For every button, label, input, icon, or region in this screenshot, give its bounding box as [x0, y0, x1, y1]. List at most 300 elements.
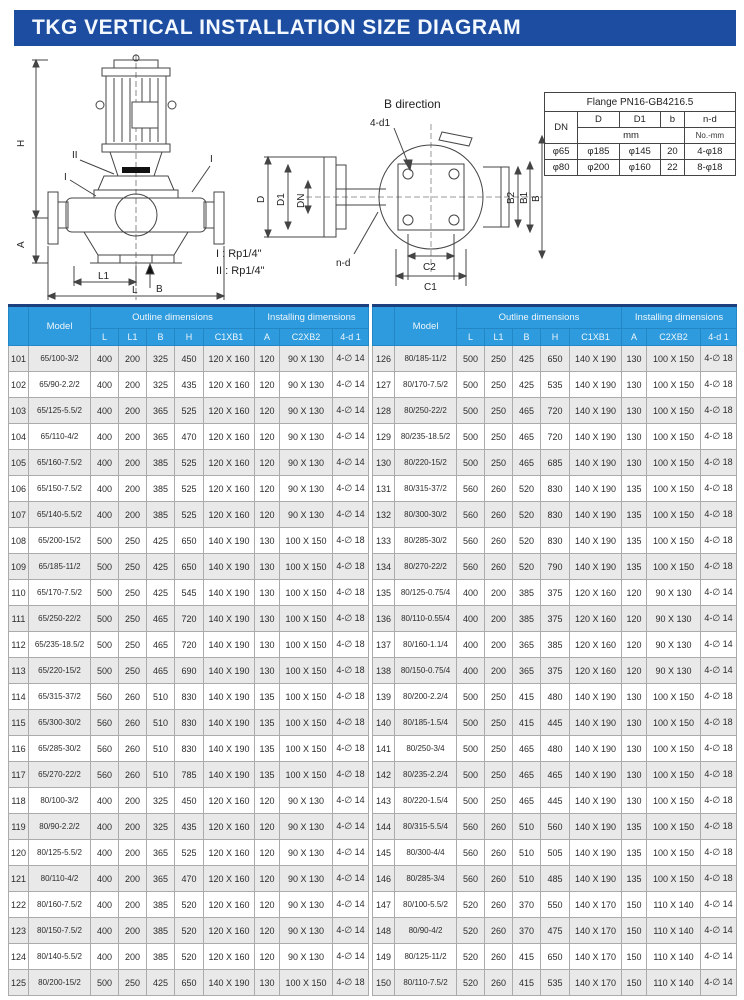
model-cell: 65/125-5.5/2: [29, 398, 91, 424]
row-number: 122: [9, 892, 29, 918]
row-number: 105: [9, 450, 29, 476]
table-row: [9, 970, 369, 996]
value-cell: 120 X 160: [204, 346, 255, 372]
row-number: 102: [9, 372, 29, 398]
row-number: 137: [373, 632, 395, 658]
value-cell: 550: [541, 892, 570, 918]
value-cell: 135: [622, 528, 647, 554]
value-cell: 400: [91, 372, 119, 398]
value-cell: 370: [513, 892, 541, 918]
col-header-h: H: [175, 329, 204, 346]
value-cell: 4-∅ 18: [701, 554, 737, 580]
row-number: 147: [373, 892, 395, 918]
value-cell: 720: [175, 606, 204, 632]
value-cell: 4-∅ 18: [333, 528, 369, 554]
value-cell: 260: [485, 944, 513, 970]
value-cell: 260: [119, 762, 147, 788]
flange-value-cell: φ65: [545, 144, 578, 160]
value-cell: 100 X 150: [647, 684, 701, 710]
value-cell: 120 X 160: [204, 398, 255, 424]
table-row: [373, 892, 737, 918]
value-cell: 500: [91, 658, 119, 684]
value-cell: 4-∅ 18: [701, 372, 737, 398]
value-cell: 465: [513, 736, 541, 762]
value-cell: 250: [485, 788, 513, 814]
value-cell: 560: [91, 762, 119, 788]
value-cell: 525: [175, 450, 204, 476]
value-cell: 100 X 150: [280, 606, 333, 632]
value-cell: 465: [513, 788, 541, 814]
model-cell: 80/160-1.1/4: [395, 632, 457, 658]
note-port-i: I : Rp1/4": [216, 248, 262, 260]
value-cell: 4-∅ 14: [333, 788, 369, 814]
col-header-b: B: [513, 329, 541, 346]
model-cell: 65/300-30/2: [29, 710, 91, 736]
value-cell: 140 X 190: [570, 866, 622, 892]
value-cell: 90 X 130: [280, 398, 333, 424]
col-header-a: A: [255, 329, 280, 346]
value-cell: 4-∅ 14: [333, 372, 369, 398]
table-row: [9, 762, 369, 788]
table-row: [9, 866, 369, 892]
value-cell: 200: [485, 632, 513, 658]
value-cell: 400: [457, 580, 485, 606]
value-cell: 200: [119, 866, 147, 892]
value-cell: 130: [255, 580, 280, 606]
value-cell: 520: [513, 476, 541, 502]
model-cell: 80/185-11/2: [395, 346, 457, 372]
value-cell: 685: [541, 450, 570, 476]
value-cell: 150: [622, 944, 647, 970]
value-cell: 250: [119, 554, 147, 580]
value-cell: 135: [622, 554, 647, 580]
value-cell: 120 X 160: [570, 658, 622, 684]
value-cell: 120 X 160: [204, 424, 255, 450]
table-row: [373, 658, 737, 684]
table-row: [373, 372, 737, 398]
value-cell: 150: [622, 892, 647, 918]
row-number: 111: [9, 606, 29, 632]
value-cell: 790: [541, 554, 570, 580]
value-cell: 500: [91, 554, 119, 580]
value-cell: 4-∅ 14: [333, 840, 369, 866]
table-row: [373, 476, 737, 502]
value-cell: 385: [147, 450, 175, 476]
value-cell: 500: [91, 528, 119, 554]
value-cell: 400: [91, 788, 119, 814]
model-cell: 80/110-0.55/4: [395, 606, 457, 632]
value-cell: 4-∅ 18: [701, 840, 737, 866]
model-cell: 65/100-3/2: [29, 346, 91, 372]
row-number: 150: [373, 970, 395, 996]
value-cell: 830: [541, 528, 570, 554]
model-cell: 80/200-15/2: [29, 970, 91, 996]
value-cell: 120: [255, 372, 280, 398]
model-cell: 65/315-37/2: [29, 684, 91, 710]
value-cell: 110 X 140: [647, 970, 701, 996]
value-cell: 425: [513, 346, 541, 372]
outline-dimensions-header: Outline dimensions: [457, 306, 622, 329]
row-number: 130: [373, 450, 395, 476]
value-cell: 140 X 190: [570, 372, 622, 398]
value-cell: 135: [622, 814, 647, 840]
table-row: [373, 632, 737, 658]
value-cell: 500: [457, 762, 485, 788]
row-number: 141: [373, 736, 395, 762]
value-cell: 90 X 130: [280, 346, 333, 372]
table-row: [9, 476, 369, 502]
row-number: 119: [9, 814, 29, 840]
value-cell: 120 X 160: [204, 476, 255, 502]
value-cell: 140 X 190: [570, 398, 622, 424]
value-cell: 200: [485, 606, 513, 632]
value-cell: 100 X 150: [280, 580, 333, 606]
value-cell: 110 X 140: [647, 892, 701, 918]
value-cell: 130: [255, 606, 280, 632]
table-row: [373, 554, 737, 580]
row-number: 115: [9, 710, 29, 736]
value-cell: 120 X 160: [204, 866, 255, 892]
value-cell: 100 X 150: [647, 502, 701, 528]
value-cell: 510: [513, 866, 541, 892]
flange-col-d: D: [578, 112, 619, 128]
value-cell: 520: [457, 944, 485, 970]
value-cell: 650: [175, 970, 204, 996]
model-cell: 65/250-22/2: [29, 606, 91, 632]
model-cell: 80/110-7.5/2: [395, 970, 457, 996]
row-number: 140: [373, 710, 395, 736]
value-cell: 325: [147, 814, 175, 840]
value-cell: 140 X 190: [204, 528, 255, 554]
row-number: 104: [9, 424, 29, 450]
value-cell: 4-∅ 18: [701, 762, 737, 788]
value-cell: 260: [485, 554, 513, 580]
value-cell: 400: [457, 658, 485, 684]
value-cell: 250: [119, 632, 147, 658]
value-cell: 260: [485, 528, 513, 554]
row-number: 118: [9, 788, 29, 814]
value-cell: 4-∅ 18: [701, 502, 737, 528]
value-cell: 520: [175, 918, 204, 944]
value-cell: 140 X 190: [204, 736, 255, 762]
flange-value-cell: φ200: [578, 160, 619, 176]
value-cell: 415: [513, 944, 541, 970]
value-cell: 120 X 160: [204, 502, 255, 528]
value-cell: 4-∅ 18: [333, 970, 369, 996]
value-cell: 830: [175, 710, 204, 736]
value-cell: 140 X 190: [204, 632, 255, 658]
model-cell: 80/235-2.2/4: [395, 762, 457, 788]
value-cell: 200: [119, 788, 147, 814]
value-cell: 4-∅ 14: [701, 580, 737, 606]
value-cell: 200: [119, 892, 147, 918]
value-cell: 560: [91, 710, 119, 736]
value-cell: 140 X 190: [204, 710, 255, 736]
model-cell: 65/110-4/2: [29, 424, 91, 450]
table-row: [373, 918, 737, 944]
value-cell: 445: [541, 788, 570, 814]
value-cell: 200: [485, 580, 513, 606]
value-cell: 120: [622, 580, 647, 606]
flange-col-nd: n-d: [684, 112, 735, 128]
value-cell: 415: [513, 684, 541, 710]
model-cell: 80/150-0.75/4: [395, 658, 457, 684]
value-cell: 135: [255, 736, 280, 762]
flange-value-cell: φ185: [578, 144, 619, 160]
value-cell: 470: [175, 866, 204, 892]
value-cell: 120: [255, 840, 280, 866]
value-cell: 140 X 190: [204, 762, 255, 788]
value-cell: 4-∅ 18: [701, 450, 737, 476]
value-cell: 4-∅ 18: [701, 814, 737, 840]
value-cell: 650: [541, 944, 570, 970]
value-cell: 120: [622, 632, 647, 658]
value-cell: 520: [513, 554, 541, 580]
row-number: 134: [373, 554, 395, 580]
value-cell: 510: [147, 762, 175, 788]
value-cell: 100 X 150: [647, 710, 701, 736]
value-cell: 120: [255, 450, 280, 476]
value-cell: 120: [255, 788, 280, 814]
value-cell: 130: [622, 346, 647, 372]
value-cell: 200: [119, 424, 147, 450]
value-cell: 400: [91, 502, 119, 528]
value-cell: 250: [485, 736, 513, 762]
value-cell: 830: [541, 502, 570, 528]
value-cell: 4-∅ 14: [333, 866, 369, 892]
col-header-b: B: [147, 329, 175, 346]
value-cell: 90 X 130: [280, 450, 333, 476]
value-cell: 250: [485, 450, 513, 476]
value-cell: 260: [485, 476, 513, 502]
value-cell: 385: [513, 606, 541, 632]
value-cell: 4-∅ 14: [333, 424, 369, 450]
table-row: [373, 736, 737, 762]
table-row: [9, 892, 369, 918]
table-row: [9, 372, 369, 398]
value-cell: 260: [485, 970, 513, 996]
value-cell: 200: [119, 840, 147, 866]
value-cell: 4-∅ 14: [333, 398, 369, 424]
value-cell: 500: [457, 788, 485, 814]
dim-label-c2: C2: [423, 262, 436, 273]
value-cell: 4-∅ 14: [333, 476, 369, 502]
value-cell: 560: [457, 840, 485, 866]
value-cell: 4-∅ 14: [333, 450, 369, 476]
value-cell: 140 X 190: [570, 788, 622, 814]
value-cell: 560: [457, 476, 485, 502]
value-cell: 150: [622, 918, 647, 944]
row-number: 135: [373, 580, 395, 606]
model-cell: 80/125-11/2: [395, 944, 457, 970]
value-cell: 135: [622, 502, 647, 528]
value-cell: 140 X 190: [570, 684, 622, 710]
model-cell: 80/90-2.2/2: [29, 814, 91, 840]
flange-col-dn: DN: [545, 112, 578, 144]
model-cell: 80/250-22/2: [395, 398, 457, 424]
model-cell: 80/220-15/2: [395, 450, 457, 476]
value-cell: 140 X 190: [570, 840, 622, 866]
value-cell: 4-∅ 14: [701, 632, 737, 658]
flange-unit-mm: mm: [578, 128, 685, 144]
value-cell: 830: [541, 476, 570, 502]
value-cell: 500: [457, 684, 485, 710]
value-cell: 140 X 170: [570, 892, 622, 918]
value-cell: 90 X 130: [280, 788, 333, 814]
value-cell: 4-∅ 14: [701, 944, 737, 970]
value-cell: 140 X 190: [570, 476, 622, 502]
value-cell: 4-∅ 14: [333, 814, 369, 840]
row-number: 125: [9, 970, 29, 996]
model-cell: 65/235-18.5/2: [29, 632, 91, 658]
value-cell: 135: [255, 762, 280, 788]
value-cell: 120: [255, 502, 280, 528]
value-cell: 100 X 150: [647, 528, 701, 554]
value-cell: 4-∅ 18: [333, 710, 369, 736]
value-cell: 500: [91, 580, 119, 606]
value-cell: 100 X 150: [280, 528, 333, 554]
table-row: [373, 398, 737, 424]
value-cell: 130: [622, 788, 647, 814]
value-cell: 520: [175, 944, 204, 970]
value-cell: 435: [175, 814, 204, 840]
value-cell: 500: [457, 372, 485, 398]
value-cell: 200: [119, 398, 147, 424]
table-row: [373, 502, 737, 528]
value-cell: 140 X 190: [570, 736, 622, 762]
model-cell: 80/235-18.5/2: [395, 424, 457, 450]
dim-label-dn: DN: [296, 193, 307, 208]
value-cell: 200: [119, 944, 147, 970]
table-row: [373, 424, 737, 450]
value-cell: 100 X 150: [280, 684, 333, 710]
row-number: 113: [9, 658, 29, 684]
value-cell: 130: [255, 970, 280, 996]
value-cell: 4-∅ 18: [701, 684, 737, 710]
outline-dimensions-header: Outline dimensions: [91, 306, 255, 329]
value-cell: 120: [255, 918, 280, 944]
model-cell: 80/300-4/4: [395, 840, 457, 866]
value-cell: 4-∅ 14: [701, 918, 737, 944]
value-cell: 4-∅ 18: [333, 554, 369, 580]
value-cell: 90 X 130: [280, 814, 333, 840]
dim-label-b2: B2: [506, 191, 517, 204]
value-cell: 260: [485, 814, 513, 840]
dimension-table-right: [372, 304, 737, 996]
row-number: 114: [9, 684, 29, 710]
row-number: 143: [373, 788, 395, 814]
value-cell: 100 X 150: [280, 970, 333, 996]
value-cell: 260: [119, 710, 147, 736]
value-cell: 500: [91, 632, 119, 658]
value-cell: 140 X 190: [204, 658, 255, 684]
col-header-a: A: [622, 329, 647, 346]
table-row: [373, 346, 737, 372]
value-cell: 120 X 160: [570, 580, 622, 606]
model-cell: 80/285-3/4: [395, 866, 457, 892]
dim-label-h: H: [16, 139, 27, 147]
value-cell: 510: [147, 684, 175, 710]
value-cell: 400: [91, 840, 119, 866]
value-cell: 400: [91, 892, 119, 918]
value-cell: 560: [457, 814, 485, 840]
value-cell: 120 X 160: [570, 606, 622, 632]
value-cell: 120: [255, 866, 280, 892]
table-row: [373, 450, 737, 476]
value-cell: 400: [91, 346, 119, 372]
value-cell: 260: [119, 736, 147, 762]
table-row: [9, 814, 369, 840]
value-cell: 385: [541, 632, 570, 658]
value-cell: 135: [622, 840, 647, 866]
value-cell: 120: [255, 398, 280, 424]
value-cell: 250: [485, 398, 513, 424]
value-cell: 425: [513, 372, 541, 398]
row-number: 101: [9, 346, 29, 372]
model-cell: 80/110-4/2: [29, 866, 91, 892]
value-cell: 520: [513, 502, 541, 528]
b-direction-title: B direction: [384, 97, 441, 111]
value-cell: 90 X 130: [280, 502, 333, 528]
value-cell: 100 X 150: [280, 658, 333, 684]
value-cell: 90 X 130: [280, 424, 333, 450]
row-number: 109: [9, 554, 29, 580]
value-cell: 830: [175, 736, 204, 762]
dim-label-a: A: [16, 241, 27, 248]
col-header-l: L: [457, 329, 485, 346]
value-cell: 250: [119, 606, 147, 632]
flange-value-cell: φ80: [545, 160, 578, 176]
value-cell: 100 X 150: [280, 762, 333, 788]
value-cell: 505: [541, 840, 570, 866]
model-cell: 80/220-1.5/4: [395, 788, 457, 814]
value-cell: 500: [457, 398, 485, 424]
value-cell: 465: [147, 632, 175, 658]
flange-table-title: Flange PN16-GB4216.5: [545, 93, 736, 112]
value-cell: 415: [513, 970, 541, 996]
value-cell: 425: [147, 554, 175, 580]
model-cell: 80/160-7.5/2: [29, 892, 91, 918]
model-cell: 65/170-7.5/2: [29, 580, 91, 606]
value-cell: 200: [119, 918, 147, 944]
table-row: [373, 684, 737, 710]
corner-header-cell: [373, 306, 395, 346]
value-cell: 120 X 160: [204, 892, 255, 918]
value-cell: 520: [513, 528, 541, 554]
value-cell: 500: [457, 710, 485, 736]
table-row: [9, 528, 369, 554]
value-cell: 400: [91, 944, 119, 970]
value-cell: 90 X 130: [280, 476, 333, 502]
value-cell: 365: [147, 424, 175, 450]
model-cell: 80/90-4/2: [395, 918, 457, 944]
value-cell: 325: [147, 788, 175, 814]
value-cell: 535: [541, 970, 570, 996]
value-cell: 4-∅ 14: [701, 658, 737, 684]
value-cell: 500: [457, 346, 485, 372]
value-cell: 480: [541, 736, 570, 762]
value-cell: 690: [175, 658, 204, 684]
model-cell: 80/270-22/2: [395, 554, 457, 580]
value-cell: 510: [513, 814, 541, 840]
table-row: [9, 346, 369, 372]
value-cell: 500: [457, 424, 485, 450]
dim-label-c1: C1: [424, 282, 437, 293]
value-cell: 385: [147, 476, 175, 502]
table-row: [9, 398, 369, 424]
value-cell: 385: [147, 944, 175, 970]
value-cell: 520: [175, 892, 204, 918]
